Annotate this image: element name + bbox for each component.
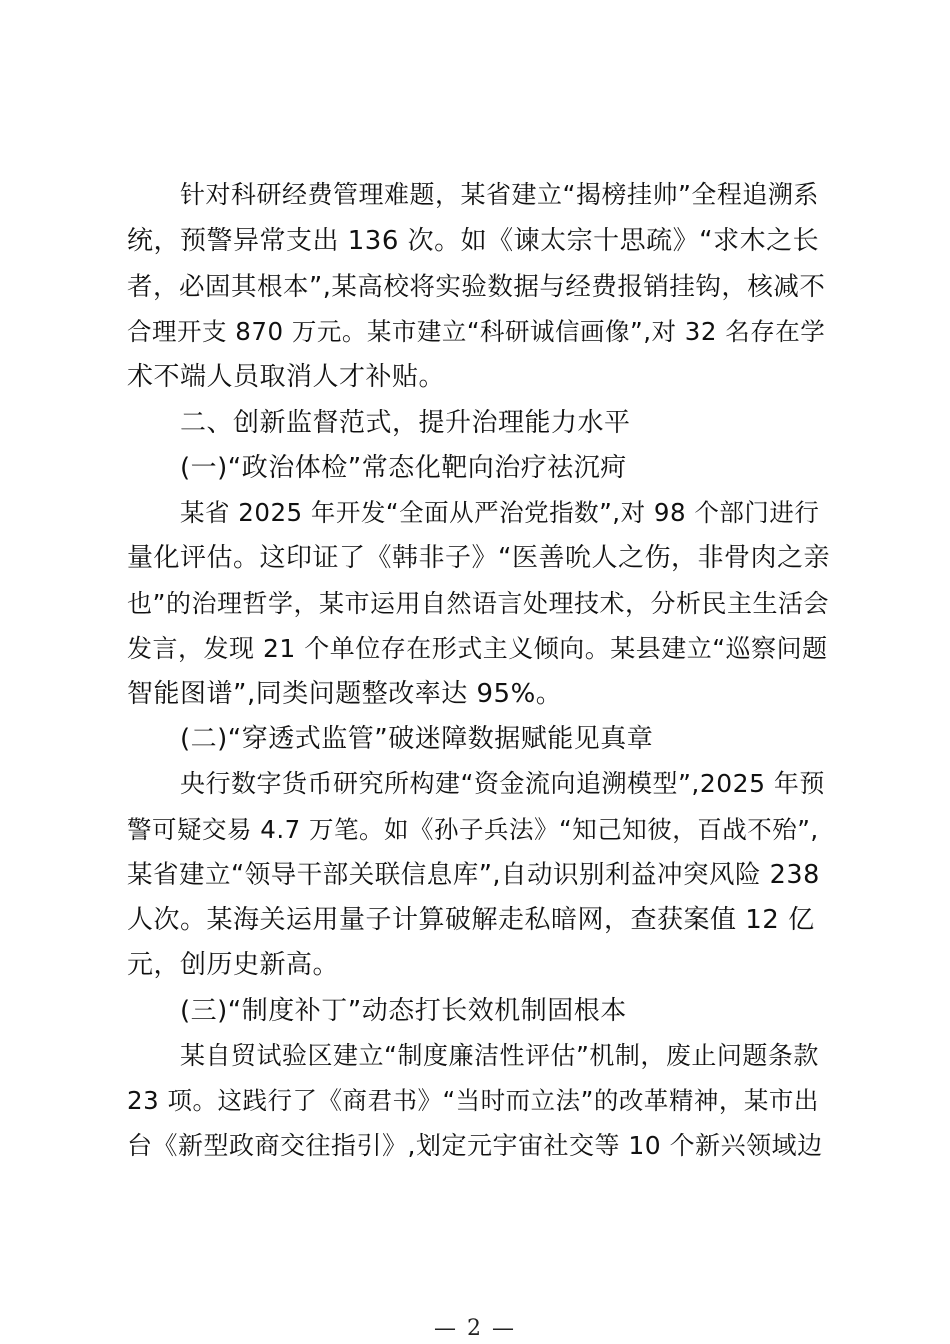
text-line: 人次。某海关运用量子计算破解走私暗网，查获案值 12 亿 — [127, 905, 815, 935]
text-line: 针对科研经费管理难题，某省建立“揭榜挂帅”全程追溯系 — [180, 180, 819, 209]
text-line: 警可疑交易 4.7 万笔。如《孙子兵法》“知己知彼，百战不殆”, — [127, 815, 819, 844]
text-line: 合理开支 870 万元。某市建立“科研诚信画像”,对 32 名存在学 — [127, 317, 826, 346]
text-line: 央行数字货币研究所构建“资金流向追溯模型”,2025 年预 — [180, 769, 825, 798]
text-line: 智能图谱”,同类问题整改率达 95%。 — [127, 679, 563, 709]
text-line: 某自贸试验区建立“制度廉洁性评估”机制，废止问题条款 — [180, 1041, 819, 1070]
text-line: 发言，发现 21 个单位存在形式主义倾向。某县建立“巡察问题 — [127, 634, 828, 663]
text-line: 台《新型政商交往指引》,划定元宇宙社交等 10 个新兴领域边 — [127, 1131, 823, 1160]
page-number: — 2 — — [434, 1316, 516, 1341]
text-line: 统，预警异常支出 136 次。如《谏太宗十思疏》“求木之长 — [127, 226, 820, 256]
text-line: 元，创历史新高。 — [127, 950, 340, 980]
text-line: 23 项。这践行了《商君书》“当时而立法”的改革精神，某市出 — [127, 1086, 819, 1115]
text-line: 者，必固其根本”,某高校将实验数据与经费报销挂钩，核减不 — [127, 272, 826, 302]
text-line: 也”的治理哲学，某市运用自然语言处理技术，分析民主生活会 — [127, 589, 829, 618]
text-line: 术不端人员取消人才补贴。 — [127, 362, 446, 392]
subsection-heading: (一)“政治体检”常态化靶向治疗祛沉疴 — [180, 453, 627, 483]
text-line: 某省 2025 年开发“全面从严治党指数”,对 98 个部门进行 — [180, 498, 820, 527]
section-heading: 二、创新监督范式，提升治理能力水平 — [180, 408, 631, 438]
text-line: 量化评估。这印证了《韩非子》“医善吮人之伤，非骨肉之亲 — [127, 543, 830, 573]
subsection-heading: (二)“穿透式监管”破迷障数据赋能见真章 — [180, 724, 654, 754]
text-line: 某省建立“领导干部关联信息库”,自动识别利益冲突风险 238 — [127, 860, 820, 890]
subsection-heading: (三)“制度补丁”动态打长效机制固根本 — [180, 996, 627, 1026]
